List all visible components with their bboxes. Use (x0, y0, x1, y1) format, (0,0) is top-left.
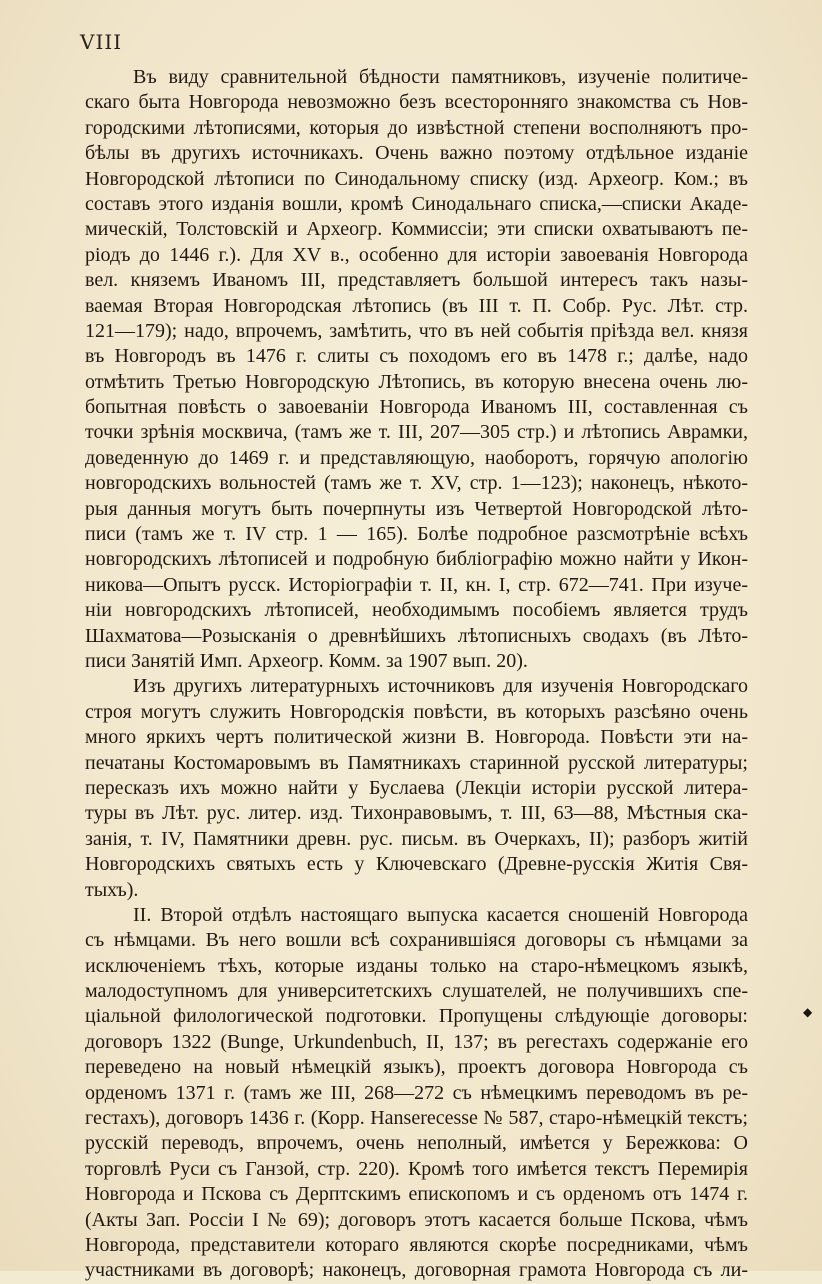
text-line: русскій переводъ, впрочемъ, очень неполный, имѣется у Бережкова: О (85, 1132, 748, 1155)
text-line: много яркихъ чертъ политической жизни В. Новгорода. Повѣсти эти на- (85, 726, 748, 749)
text-line: Изъ другихъ литературныхъ источниковъ для изученія Новгородскаго (133, 675, 748, 698)
text-line: скаго быта Новгорода невозможно безъ всесторонняго знакомства съ Нов- (85, 91, 748, 114)
text-line: строя могутъ служить Новгородскія повѣсти, въ которыхъ разсѣяно очень (85, 700, 748, 723)
text-line: гестахъ), договоръ 1436 г. (Корр. Hanserecesse № 587, старо-нѣмецкій текстъ; (85, 1107, 748, 1130)
text-line: орденомъ 1371 г. (тамъ же III, 268—272 съ нѣмецкимъ переводомъ въ ре- (85, 1081, 748, 1104)
text-line: исключеніемъ тѣхъ, которые изданы только на старо-нѣмецкомъ языкѣ, (85, 954, 748, 977)
text-line: мическій, Толстовскій и Археогр. Коммиссіи; эти списки охватываютъ пе- (85, 218, 748, 241)
text-line: въ Новгородъ въ 1476 г. слиты съ походомъ его въ 1478 г.; далѣе, надо (85, 345, 748, 368)
text-line: городскими лѣтописями, которыя до извѣстной степени восполняютъ про- (85, 116, 748, 139)
text-line: доведенную до 1469 г. и представляющую, наоборотъ, горячую апологію (85, 446, 748, 469)
text-line: пересказъ ихъ можно найти у Буслаева (Лекціи исторіи русской литера- (85, 776, 748, 799)
text-line: ніи новгородскихъ лѣтописей, необходимымъ пособіемъ является трудъ (85, 599, 748, 622)
text-line: писи (тамъ же т. IV стр. 1 — 165). Болѣе подробное разсмотрѣніе всѣхъ (85, 523, 748, 546)
text-line: договоръ 1322 (Bunge, Urkundenbuch, II, 137; въ регестахъ содержаніе его (85, 1030, 748, 1053)
text-line: (Акты Зап. Россіи I № 69); договоръ этотъ касается больше Пскова, чѣмъ (85, 1208, 748, 1231)
text-line: Новгородскихъ святыхъ есть у Ключевскаго (Древне-русскія Житія Свя- (85, 853, 748, 876)
text-line: занія, т. IV, Памятники древн. рус. письм. въ Очеркахъ, II); разборъ житій (85, 827, 748, 850)
text-line: съ нѣмцами. Въ него вошли всѣ сохранившіяся договоры съ нѣмцами за (85, 929, 748, 952)
text-line: тыхъ). (85, 878, 139, 901)
text-line: туры въ Лѣт. рус. литер. изд. Тихонравовымъ, т. III, 63—88, Мѣстныя ска- (85, 802, 748, 825)
text-line: Новгородской лѣтописи по Синодальному списку (изд. Археогр. Ком.; въ (85, 167, 748, 190)
text-line: точки зрѣнія москвича, (тамъ же т. III, 207—305 стр.) и лѣтопись Аврамки, (85, 421, 748, 444)
text-line: бопытная повѣсть о завоеваніи Новгорода Иваномъ III, составленная съ (85, 396, 748, 419)
text-line: Шахматова—Розысканія о древнѣйшихъ лѣтописныхъ сводахъ (въ Лѣто- (85, 624, 748, 647)
text-line: печатаны Костомаровымъ въ Памятникахъ старинной русской литературы; (85, 751, 748, 774)
text-line: переведено на новый нѣмецкій языкъ), проектъ договора Новгорода съ (85, 1056, 748, 1079)
text-line: новгородскихъ лѣтописей и подробную библіографію можно найти у Икон- (85, 548, 748, 571)
body-text (85, 65, 748, 1284)
text-line: ціальной филологической подготовки. Пропущены слѣдующіе договоры: (85, 1005, 748, 1028)
text-line: отмѣтить Третью Новгородскую Лѣтопись, въ которую внесена очень лю- (85, 370, 748, 393)
text-line: никова—Опытъ русск. Исторіографіи т. II, кн. I, стр. 672—741. При изуче- (85, 573, 748, 596)
text-line: ваемая Вторая Новгородская лѣтопись (въ III т. П. Собр. Рус. Лѣт. стр. (85, 294, 748, 317)
text-line: участниками въ договорѣ; наконецъ, договорная грамота Новгорода съ ли- (85, 1259, 748, 1282)
text-line: составъ этого изданія вошли, кромѣ Синодальнаго списка,—списки Акаде- (85, 192, 748, 215)
page-number: VIII (80, 30, 123, 54)
text-line: Въ виду сравнительной бѣдности памятниковъ, изученіе политиче- (133, 66, 748, 88)
text-line: 121—179); надо, впрочемъ, замѣтить, что въ ней событія пріѣзда вел. князя (85, 319, 748, 342)
text-line: новгородскихъ вольностей (тамъ же т. XV, стр. 1—123); наконецъ, нѣкото- (85, 472, 748, 495)
margin-mark-icon: ◆ (803, 1005, 813, 1019)
text-line: малодоступномъ для университетскихъ слушателей, не получившихъ спе- (85, 980, 748, 1003)
text-line: Новгорода и Пскова съ Дерптскимъ епископомъ и съ орденомъ отъ 1474 г. (85, 1183, 748, 1206)
text-line: писи Занятій Имп. Археогр. Комм. за 1907 вып. 20). (85, 649, 528, 672)
text-line: Новгорода, представители котораго являются скорѣе посредниками, чѣмъ (85, 1233, 748, 1256)
text-line: вел. княземъ Иваномъ III, представляетъ большой интересъ такъ назы- (85, 269, 748, 292)
text-line: рыя данныя могутъ быть почерпнуты изъ Четвертой Новгородской лѣто- (85, 497, 748, 520)
text-line: торговлѣ Руси съ Ганзой, стр. 220). Кромѣ того имѣется текстъ Перемирія (85, 1157, 748, 1180)
text-line: II. Второй отдѣлъ настоящаго выпуска касается сношеній Новгорода (133, 903, 748, 926)
text-line: бѣлы въ другихъ источникахъ. Очень важно поэтому отдѣльное изданіе (85, 142, 748, 165)
text-line: ріодъ до 1446 г.). Для XV в., особенно для исторіи завоеванія Новгорода (85, 243, 748, 266)
